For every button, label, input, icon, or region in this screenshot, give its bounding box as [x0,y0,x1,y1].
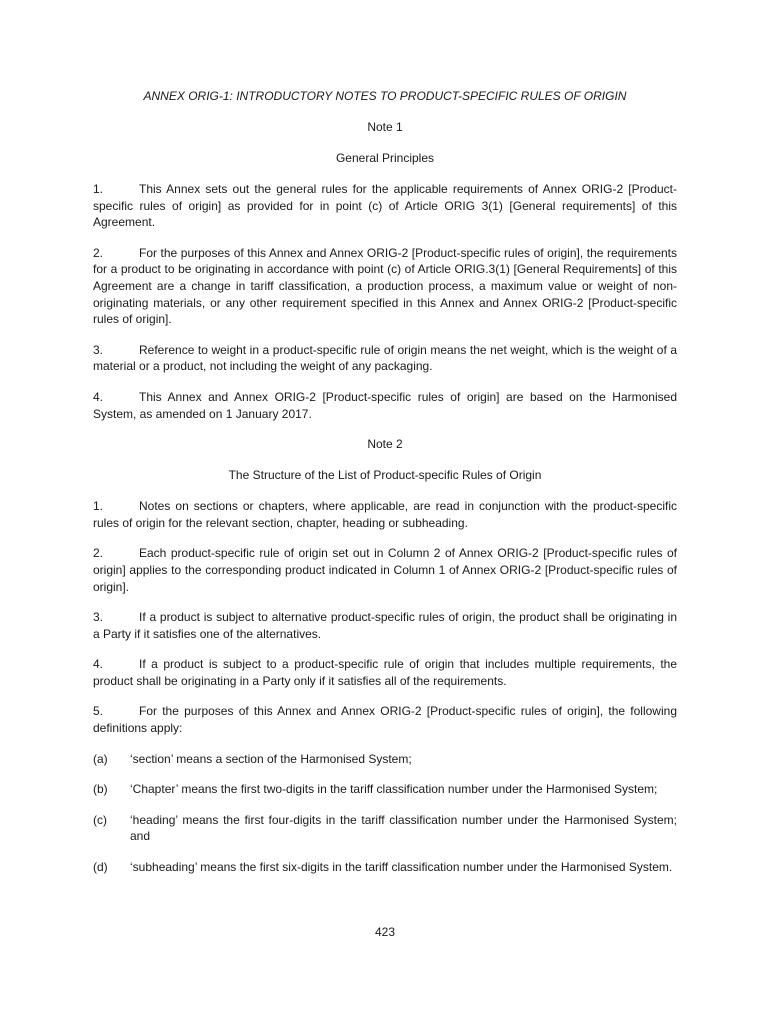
paragraph-number: 5. [93,704,104,719]
page-number: 423 [374,925,396,939]
definition-text: ‘heading’ means the first four-digits in the tariff classification number under the Harmonised System; and [130,812,677,844]
definition-label: (b) [93,782,108,797]
definition-label: (a) [93,751,108,766]
paragraph-number: 4. [93,657,104,672]
note2-paragraph-5 [93,703,677,736]
paragraph-text: If a product is subject to a product-specific rule of origin that includes multiple requirements, the product shall be originating in a Party only if it satisfies all of the requirements. [93,657,677,688]
note2-heading: Note 2 [367,437,403,452]
paragraph-number: 2. [93,546,104,561]
definition-label: (c) [93,812,107,827]
paragraph-number: 4. [93,389,104,404]
paragraph-number: 3. [93,610,104,625]
note2-paragraph-2 [93,545,677,595]
paragraph-text: This Annex sets out the general rules for the applicable requirements of Annex ORIG-2 [Product-specific rules of origin] as provided for in point (c) of Article ORIG 3(1) [General requirements] of this Agreement. [93,182,677,230]
paragraph-text: For the purposes of this Annex and Annex ORIG-2 [Product-specific rules of origin], the following definitions apply: [93,704,677,736]
paragraph-number: 3. [93,342,104,357]
definition-d [93,859,677,876]
note2-paragraph-3 [93,609,677,642]
definition-c [93,812,677,845]
definition-text: ‘Chapter’ means the first two-digits in the tariff classification number under the Harmonised System; [130,782,658,797]
definition-b [93,781,677,798]
note1-paragraph-2 [93,245,677,328]
paragraph-number: 2. [93,245,104,260]
definition-text: ‘section’ means a section of the Harmonised System; [130,751,412,766]
definition-label: (d) [93,860,108,875]
note1-paragraph-1 [93,181,677,231]
paragraph-number: 1. [93,182,104,196]
note1-subheading: General Principles [335,151,435,165]
definition-text: ‘subheading’ means the first six-digits in the tariff classification number under the Harmonised System. [130,860,673,875]
annex-title: ANNEX ORIG-1: INTRODUCTORY NOTES TO PRODUCT-SPECIFIC RULES OF ORIGIN [143,89,627,103]
paragraph-text: Reference to weight in a product-specific rule of origin means the net weight, which is the weight of a material or a product, not including the weight of any packaging. [93,342,677,374]
paragraph-text: Notes on sections or chapters, where applicable, are read in conjunction with the product-specific rules of origin for the relevant section, chapter, heading or subheading. [93,499,677,530]
paragraph-text: If a product is subject to alternative product-specific rules of origin, the product shall be originating in a Party if it satisfies one of the alternatives. [93,610,677,641]
paragraph-text: This Annex and Annex ORIG-2 [Product-specific rules of origin] are based on the Harmonised System, as amended on 1 January 2017. [93,389,677,421]
note1-paragraph-3 [93,342,677,375]
page-content [93,88,677,890]
paragraph-text: Each product-specific rule of origin set out in Column 2 of Annex ORIG-2 [Product-specific rules of origin] applies to the corresponding product indicated in Column 1 of Annex ORIG-2 [Product-specific rules of origin]. [93,546,677,594]
paragraph-text: For the purposes of this Annex and Annex ORIG-2 [Product-specific rules of origin], the requirements for a product to be originating in accordance with point (c) of Article ORIG.3(1) [General Requirements] of this Agreement are a change in tariff classification, a production process, a maximum value or weight of non-originating materials, or any other requirement specified in this Annex and Annex ORIG-2 [Product-specific rules of origin]. [93,245,677,327]
note2-paragraph-1 [93,498,677,531]
note2-subheading: The Structure of the List of Product-specific Rules of Origin [228,468,542,483]
paragraph-number: 1. [93,499,104,514]
note1-heading: Note 1 [367,120,403,134]
definition-a [93,751,677,768]
note2-paragraph-4 [93,656,677,689]
note1-paragraph-4 [93,389,677,422]
